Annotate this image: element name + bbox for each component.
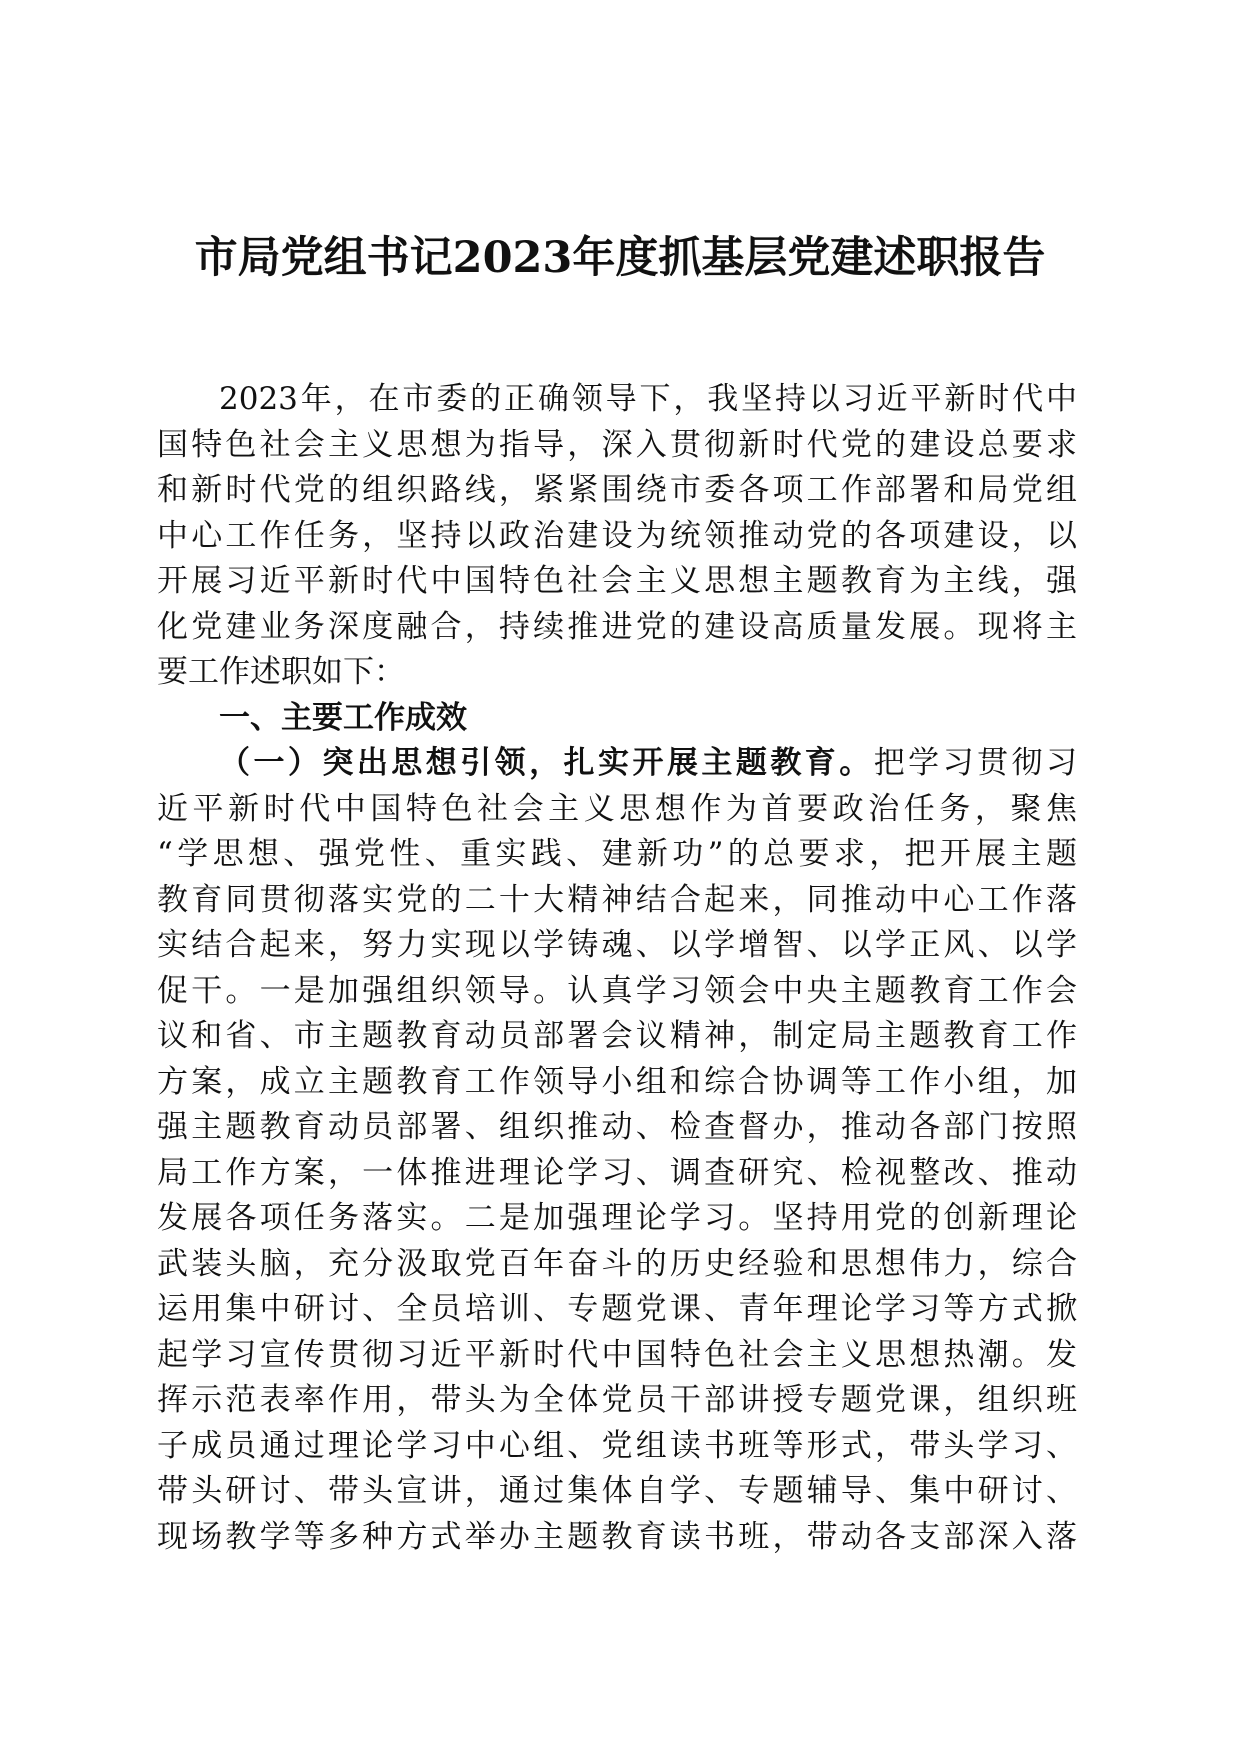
- body-line: 挥示范表率作用，带头为全体党员干部讲授专题党课，组织班: [157, 1382, 1077, 1418]
- intro-line: 2023年，在市委的正确领导下，我坚持以习近平新时代中: [219, 381, 1077, 417]
- body-line: 运用集中研讨、全员培训、专题党课、青年理论学习等方式掀: [157, 1291, 1077, 1327]
- intro-line: 国特色社会主义思想为指导，深入贯彻新时代党的建设总要求: [157, 426, 1077, 463]
- body-line: 教育同贯彻落实党的二十大精神结合起来，同推动中心工作落: [157, 881, 1077, 918]
- intro-line: 中心工作任务，坚持以政治建设为统领推动党的各项建设，以: [157, 517, 1077, 554]
- body-line: 方案，成立主题教育工作领导小组和综合协调等工作小组，加: [157, 1063, 1077, 1100]
- body-line: 促干。一是加强组织领导。认真学习领会中央主题教育工作会: [157, 972, 1077, 1009]
- body-line: 起学习宣传贯彻习近平新时代中国特色社会主义思想热潮。发: [157, 1336, 1077, 1373]
- subsection-first-line: [157, 741, 1077, 787]
- document-body: [157, 377, 1077, 1560]
- body-line: 子成员通过理论学习中心组、党组读书班等形式，带头学习、: [157, 1427, 1077, 1464]
- subsection-first-line-rest: 把学习贯彻习: [873, 745, 1078, 781]
- body-line: 发展各项任务落实。二是加强理论学习。坚持用党的创新理论: [157, 1200, 1077, 1236]
- body-line: 带头研讨、带头宣讲，通过集体自学、专题辅导、集中研讨、: [157, 1473, 1077, 1509]
- document-title: 市局党组书记2023年度抓基层党建述职报告: [194, 233, 1046, 283]
- body-line: “学思想、强党性、重实践、建新功”的总要求，把开展主题: [157, 836, 1077, 872]
- body-line: 局工作方案，一体推进理论学习、调查研究、检视整改、推动: [157, 1154, 1077, 1191]
- intro-line: 开展习近平新时代中国特色社会主义思想主题教育为主线，强: [157, 563, 1077, 599]
- body-line: 现场教学等多种方式举办主题教育读书班，带动各支部深入落: [157, 1518, 1077, 1555]
- intro-line: 要工作述职如下：: [157, 654, 405, 690]
- intro-line: 化党建业务深度融合，持续推进党的建设高质量发展。现将主: [157, 608, 1077, 645]
- body-line: 近平新时代中国特色社会主义思想作为首要政治任务，聚焦: [157, 790, 1077, 827]
- body-line: 实结合起来，努力实现以学铸魂、以学增智、以学正风、以学: [157, 927, 1077, 963]
- body-line: 议和省、市主题教育动员部署会议精神，制定局主题教育工作: [157, 1018, 1077, 1054]
- intro-line: 和新时代党的组织路线，紧紧围绕市委各项工作部署和局党组: [157, 472, 1077, 508]
- body-line: 强主题教育动员部署、组织推动、检查督办，推动各部门按照: [157, 1109, 1077, 1145]
- subsection-heading: （一）突出思想引领，扎实开展主题教育。: [219, 745, 874, 781]
- body-line: 武装头脑，充分汲取党百年奋斗的历史经验和思想伟力，综合: [157, 1245, 1077, 1282]
- section-heading: 一、主要工作成效: [219, 699, 467, 736]
